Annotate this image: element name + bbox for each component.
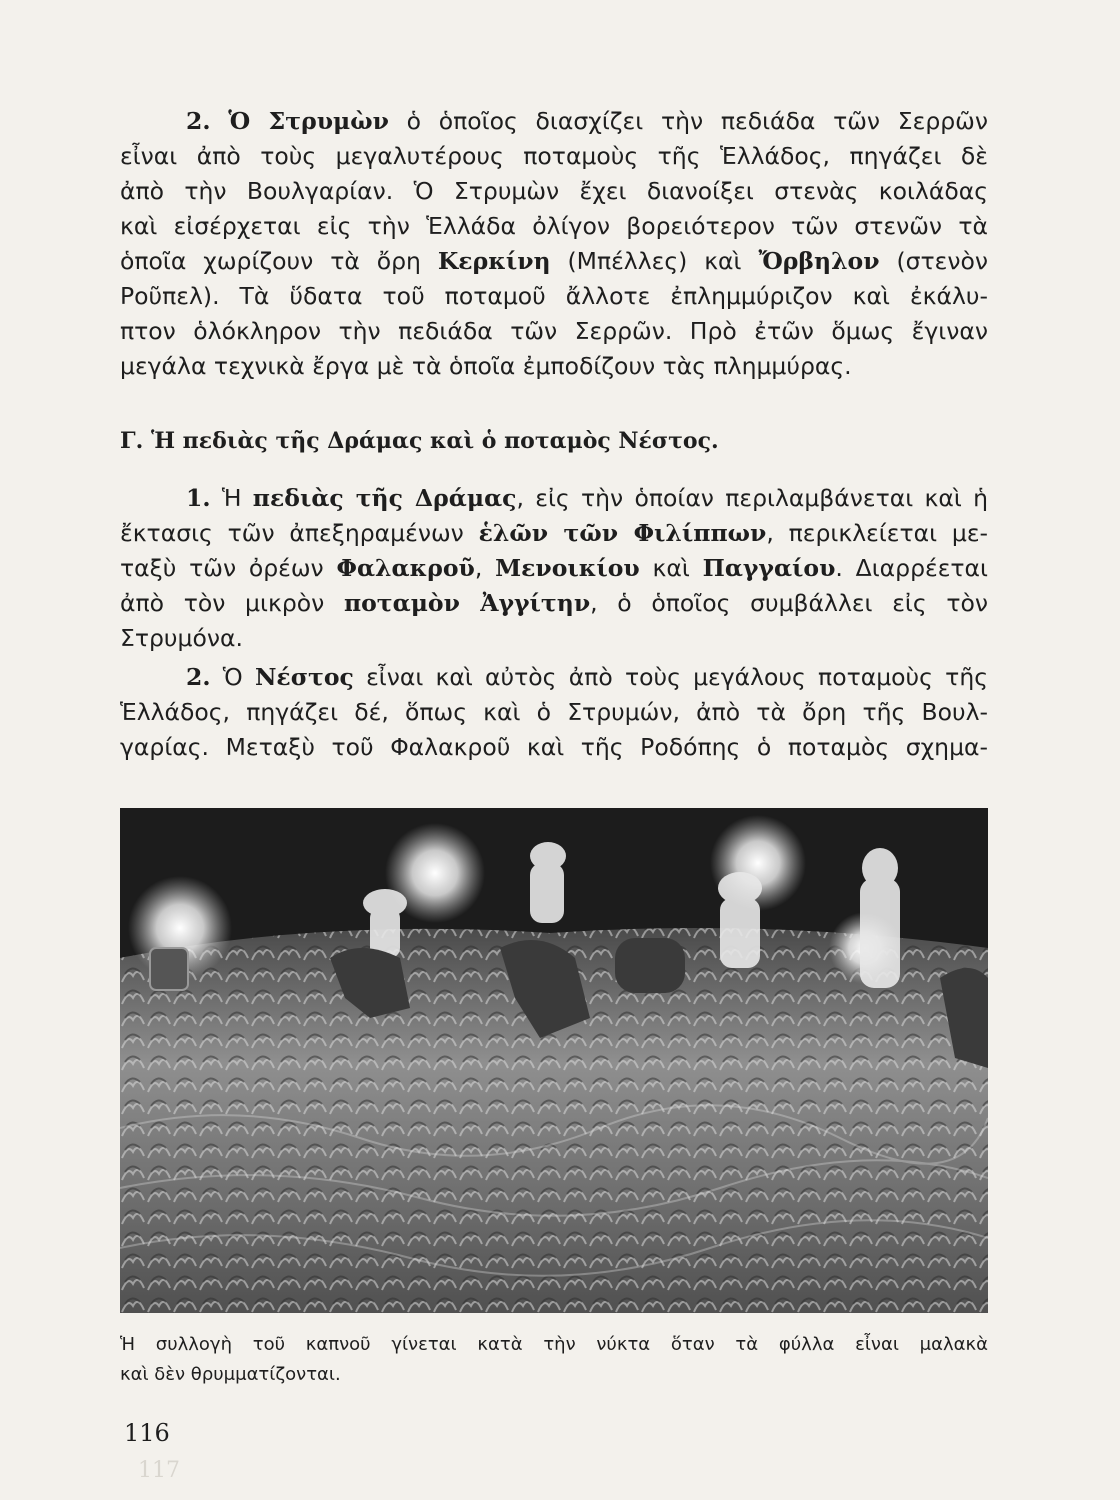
para3-line-3: γαρίας. Μεταξὺ τοῦ Φαλακροῦ καὶ τῆς Ροδόπης ὁ ποταμὸς σχημα- [120,733,988,761]
term-falakro: Φαλακροῦ [336,554,475,582]
page-number: 116 [124,1419,170,1447]
para2-line-2: ἔκτασις τῶν ἀπεξηραμένων ἑλῶν τῶν Φιλίππων, περικλείεται με- [120,519,989,547]
photo-caption-line-2: καὶ δὲν θρυμματίζονται. [120,1364,341,1385]
photo-caption-line-1: Ἡ συλλογὴ τοῦ καπνοῦ γίνεται κατὰ τὴν νύκτα ὅταν τὰ φύλλα εἶναι μαλακὰ [120,1334,988,1355]
term-angitis: ποταμὸν Ἀγγίτην [343,589,591,617]
term-nestos: Νέστος [254,663,354,691]
tobacco-harvest-photo [120,808,988,1313]
term-menoikio: Μενοικίου [495,554,640,582]
para1-line-7: πτον ὁλόκληρον τὴν πεδιάδα τῶν Σερρῶν. Πρὸ ἐτῶν ὅμως ἔγιναν [120,317,988,345]
term-strymon: Ὁ Στρυμὼν [228,107,389,135]
para2-number: 1. [186,484,211,512]
para2-line-1: 1. Ἡ πεδιὰς τῆς Δράμας, εἰς τὴν ὁποίαν περιλαμβάνεται καὶ ἡ [186,484,988,512]
para1-line-6: Ροῦπελ). Τὰ ὕδατα τοῦ ποταμοῦ ἄλλοτε ἐπλημμύριζον καὶ ἐκάλυ- [120,282,988,310]
section-heading: Γ. Ἡ πεδιὰς τῆς Δράμας καὶ ὁ ποταμὸς Νέστος. [120,428,719,454]
term-drama-plain: πεδιὰς τῆς Δράμας [252,484,517,512]
term-orvilon: Ὄρβηλον [758,247,880,275]
para2-line-3: ταξὺ τῶν ὀρέων Φαλακροῦ, Μενοικίου καὶ Παγγαίου. Διαρρέεται [120,554,989,582]
photo-illustration [120,808,988,1313]
term-pangaio: Παγγαίου [702,554,836,582]
para1-line-4: καὶ εἰσέρχεται εἰς τὴν Ἑλλάδα ὀλίγον βορειότερον τῶν στενῶν τὰ [120,212,988,240]
para1-number: 2. [186,107,211,135]
para3-line-1: 2. Ὁ Νέστος εἶναι καὶ αὐτὸς ἀπὸ τοὺς μεγάλους ποταμοὺς τῆς [186,663,989,691]
para1-line-3: ἀπὸ τὴν Βουλγαρίαν. Ὁ Στρυμὼν ἔχει διανοίξει στενὰς κοιλάδας [120,177,988,205]
bleed-through-page-number: 117 [138,1458,180,1483]
para3-number: 2. [186,663,211,691]
term-philippi-marshes: ἑλῶν τῶν Φιλίππων [478,519,767,547]
para1-line-2: εἶναι ἀπὸ τοὺς μεγαλυτέρους ποταμοὺς τῆς Ἑλλάδος, πηγάζει δὲ [120,142,988,170]
para3-line-2: Ἑλλάδος, πηγάζει δέ, ὅπως καὶ ὁ Στρυμών, ἀπὸ τὰ ὄρη τῆς Βουλ- [120,698,988,726]
term-kerkini: Κερκίνη [437,247,551,275]
para1-line-5: ὁποῖα χωρίζουν τὰ ὄρη Κερκίνη (Μπέλλες) καὶ Ὄρβηλον (στενὸν [120,247,988,275]
para2-line-5: Στρυμόνα. [120,624,243,652]
para2-line-4: ἀπὸ τὸν μικρὸν ποταμὸν Ἀγγίτην, ὁ ὁποῖος συμβάλλει εἰς τὸν [120,589,988,617]
para1-line-8: μεγάλα τεχνικὰ ἔργα μὲ τὰ ὁποῖα ἐμποδίζουν τὰς πλημμύρας. [120,352,852,380]
para1-line-1: 2. Ὁ Στρυμὼν ὁ ὁποῖος διασχίζει τὴν πεδιάδα τῶν Σερρῶν [186,107,988,135]
